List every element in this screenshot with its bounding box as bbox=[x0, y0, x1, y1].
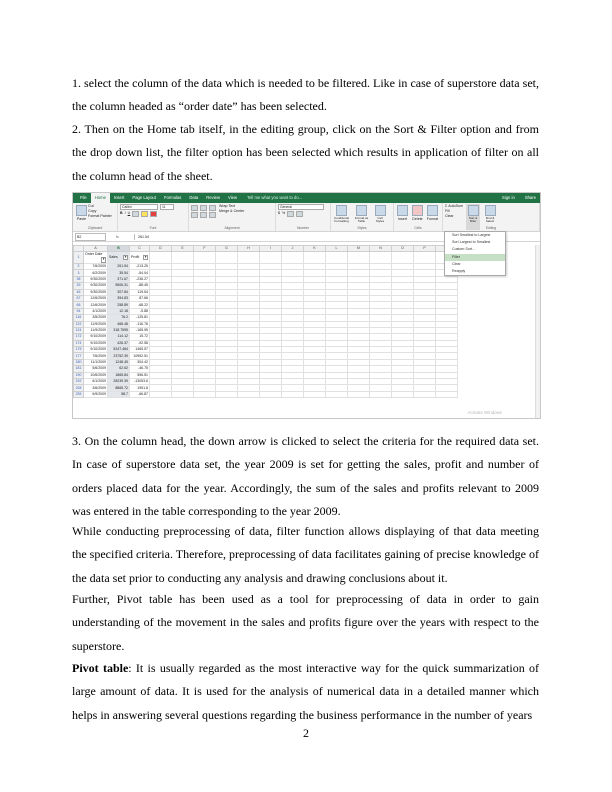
column-header-f[interactable]: F bbox=[194, 246, 216, 252]
tab-review[interactable]: Review bbox=[206, 195, 220, 200]
font-group bbox=[118, 203, 189, 231]
sales-cell[interactable]: 28235.39 bbox=[108, 379, 130, 385]
filter-dropdown-icon[interactable]: ▾ bbox=[144, 254, 147, 259]
profit-cell[interactable]: -54.04 bbox=[130, 270, 150, 276]
fill-color-icon[interactable] bbox=[141, 211, 148, 217]
column-header-l[interactable]: L bbox=[326, 246, 348, 252]
row-header[interactable]: 122 bbox=[74, 321, 84, 327]
menu-clear[interactable]: Clear bbox=[452, 261, 461, 266]
column-header-o[interactable]: O bbox=[392, 246, 414, 252]
sales-cell[interactable]: 307.84 bbox=[108, 289, 130, 295]
profit-cell[interactable]: -88.45 bbox=[130, 283, 150, 289]
tab-home[interactable]: Home bbox=[91, 193, 110, 203]
order-date-cell[interactable]: 4/1/2009 bbox=[84, 308, 108, 314]
column-header-p[interactable]: P bbox=[414, 246, 436, 252]
empty-cell[interactable] bbox=[194, 391, 216, 397]
bold-icon[interactable]: B bbox=[120, 211, 123, 215]
font-group-label: Font bbox=[149, 226, 157, 230]
column-header-g[interactable]: G bbox=[216, 246, 238, 252]
italic-icon[interactable]: I bbox=[124, 211, 126, 215]
order-date-cell[interactable]: 7/6/2009 bbox=[84, 263, 108, 269]
empty-cell[interactable] bbox=[260, 391, 282, 397]
menu-custom-sort[interactable]: Custom Sort... bbox=[452, 247, 475, 252]
order-date-cell[interactable]: 9/10/2009 bbox=[84, 340, 108, 346]
sort-filter-icon bbox=[468, 205, 479, 216]
empty-cell[interactable] bbox=[172, 391, 194, 397]
order-date-cell[interactable]: 3/5/2009 bbox=[84, 315, 108, 321]
tab-view[interactable]: View bbox=[227, 195, 237, 200]
delete-cells-label: Delete bbox=[412, 217, 423, 221]
row-header[interactable]: 172 bbox=[74, 334, 84, 340]
empty-cell[interactable] bbox=[150, 391, 172, 397]
order-date-cell[interactable]: 9/30/2009 bbox=[84, 283, 108, 289]
profit-cell[interactable]: -66.87 bbox=[130, 391, 150, 397]
empty-cell[interactable] bbox=[392, 252, 414, 264]
empty-cell[interactable] bbox=[304, 252, 326, 264]
column-header-a[interactable]: A bbox=[84, 246, 108, 252]
profit-cell[interactable]: 15.72 bbox=[130, 334, 150, 340]
filter-dropdown-icon[interactable]: ▾ bbox=[124, 254, 127, 259]
sort-filter-dropdown bbox=[444, 231, 506, 276]
row-header[interactable]: 180 bbox=[74, 359, 84, 365]
empty-cell[interactable] bbox=[304, 391, 326, 397]
cells-group bbox=[394, 203, 443, 231]
table-row bbox=[74, 391, 458, 397]
header-label: Order Date bbox=[85, 252, 103, 257]
format-table-label: Format as Table bbox=[354, 216, 369, 224]
copy-button[interactable]: Copy bbox=[88, 209, 97, 213]
align-left-icon[interactable] bbox=[191, 212, 198, 218]
row-header[interactable]: 38 bbox=[74, 276, 84, 282]
menu-reapply[interactable]: Reapply bbox=[452, 269, 466, 274]
filter-header-c[interactable] bbox=[130, 252, 150, 264]
column-header-j[interactable]: J bbox=[282, 246, 304, 252]
column-header-c[interactable]: C bbox=[130, 246, 150, 252]
row-header[interactable]: 181 bbox=[74, 366, 84, 372]
profit-cell[interactable]: -116.76 bbox=[130, 321, 150, 327]
cells-group-label: Cells bbox=[414, 226, 422, 230]
format-table-icon bbox=[356, 205, 367, 216]
editing-group bbox=[443, 203, 540, 231]
order-date-cell[interactable]: 11/9/2009 bbox=[84, 327, 108, 333]
profit-cell[interactable]: -236.27 bbox=[130, 276, 150, 282]
paste-label: Paste bbox=[76, 217, 87, 221]
clipboard-group-label: Clipboard bbox=[87, 226, 103, 230]
empty-cell[interactable] bbox=[326, 391, 348, 397]
row-header[interactable]: 177 bbox=[74, 353, 84, 359]
profit-cell[interactable]: -5.88 bbox=[130, 308, 150, 314]
paragraph-pivot-intro: Further, Pivot table has been used as a tool for preprocessing of data in order to gain understanding of the movement in the sales and profits figure over the years with respect to the superstore. bbox=[72, 592, 539, 653]
paragraph-step-1: 1. select the column of the data which is needed to be filtered. Like in case of superstore data set, the column headed as “order date” has been selected. bbox=[72, 76, 539, 114]
formula-input[interactable]: 261.54 bbox=[134, 234, 540, 240]
column-header-e[interactable]: E bbox=[172, 246, 194, 252]
header-label: Sales bbox=[109, 254, 118, 259]
paste-button[interactable] bbox=[75, 204, 88, 222]
row-header[interactable]: 116 bbox=[74, 315, 84, 321]
currency-icon[interactable]: $ bbox=[278, 211, 280, 215]
conditional-formatting-label: Conditional Formatting bbox=[333, 216, 349, 224]
column-header-m[interactable]: M bbox=[348, 246, 370, 252]
decimal-icon[interactable] bbox=[296, 211, 303, 217]
profit-cell[interactable]: -68.22 bbox=[130, 302, 150, 308]
cut-button[interactable]: Cut bbox=[88, 204, 94, 208]
order-date-cell[interactable]: 5/6/2009 bbox=[84, 366, 108, 372]
sort-filter-label: Sort & Filter bbox=[468, 216, 478, 224]
sign-in-link[interactable]: Sign in bbox=[502, 195, 515, 200]
font-name-select[interactable]: Calibri bbox=[120, 204, 158, 210]
pivot-table-term: Pivot table bbox=[72, 661, 129, 675]
paragraph-pivot-table bbox=[72, 657, 539, 727]
align-right-icon[interactable] bbox=[209, 212, 216, 218]
format-cells-label: Format bbox=[426, 217, 439, 221]
empty-cell[interactable] bbox=[216, 391, 238, 397]
empty-cell[interactable] bbox=[326, 252, 348, 264]
row-header[interactable]: 192 bbox=[74, 379, 84, 385]
row-header[interactable]: 235 bbox=[74, 391, 84, 397]
row-header[interactable]: 228 bbox=[74, 385, 84, 391]
cell-styles-label: Cell Styles bbox=[375, 216, 385, 224]
tab-page-layout[interactable]: Page Layout bbox=[132, 195, 156, 200]
align-center-icon[interactable] bbox=[200, 212, 207, 218]
empty-cell[interactable] bbox=[238, 391, 260, 397]
filter-header-a[interactable] bbox=[84, 252, 108, 264]
empty-cell[interactable] bbox=[172, 252, 194, 264]
profit-cell[interactable]: -13053.6 bbox=[130, 379, 150, 385]
fill-button[interactable]: Fill bbox=[445, 209, 450, 213]
menu-filter[interactable]: Filter bbox=[445, 254, 505, 261]
row-header[interactable]: 67 bbox=[74, 295, 84, 301]
tab-formulas[interactable]: Formulas bbox=[163, 195, 182, 200]
font-color-icon[interactable] bbox=[150, 211, 157, 217]
cell-styles-icon bbox=[375, 205, 386, 216]
order-date-cell[interactable]: 7/6/2009 bbox=[84, 353, 108, 359]
fx-icon[interactable]: fx bbox=[116, 234, 119, 239]
clipboard-group bbox=[73, 203, 118, 231]
sales-cell[interactable]: 8865.72 bbox=[108, 385, 130, 391]
insert-cells-icon bbox=[397, 205, 408, 216]
align-middle-icon[interactable] bbox=[200, 205, 207, 211]
sales-cell[interactable]: 394.83 bbox=[108, 295, 130, 301]
conditional-formatting-icon bbox=[336, 205, 347, 216]
magnifier-icon bbox=[485, 205, 496, 216]
empty-cell[interactable] bbox=[238, 252, 260, 264]
header-label: Profit bbox=[131, 254, 140, 259]
sales-cell[interactable]: 468.48 bbox=[108, 321, 130, 327]
sales-cell[interactable]: 76.2 bbox=[108, 315, 130, 321]
row-header[interactable]: 2 bbox=[74, 263, 84, 269]
format-cells-icon bbox=[427, 205, 438, 216]
paragraph-preprocessing: While conducting preprocessing of data, filter function allows displaying of that data meeting the specified criteria. Therefore, preprocessing of data facilitates gaining of precise knowledge of the data set prior to conducting any analysis and drawing conclusions about it. bbox=[72, 524, 539, 585]
sales-cell[interactable]: 114.12 bbox=[108, 334, 130, 340]
column-header-d[interactable]: D bbox=[150, 246, 172, 252]
number-format-select[interactable]: General bbox=[278, 204, 324, 210]
order-date-cell[interactable]: 6/9/2009 bbox=[84, 391, 108, 397]
menu-sort-ascending[interactable]: Sort Smallest to Largest bbox=[452, 233, 491, 237]
profit-cell[interactable]: -92.58 bbox=[130, 340, 150, 346]
order-date-cell[interactable]: 9/30/2009 bbox=[84, 289, 108, 295]
order-date-cell[interactable]: 11/9/2009 bbox=[84, 321, 108, 327]
menu-sort-descending[interactable]: Sort Largest to Smallest bbox=[452, 240, 491, 245]
column-header-n[interactable]: N bbox=[370, 246, 392, 252]
sales-cell[interactable]: 12.18 bbox=[108, 308, 130, 314]
order-date-cell[interactable]: 11/1/2009 bbox=[84, 359, 108, 365]
spreadsheet-table[interactable] bbox=[73, 245, 458, 398]
paragraph-step-3: 3. On the column head, the down arrow is clicked to select the criteria for the required data set. In case of superstore data set, the year 2009 is set for getting the sales, profit and number of orders placed data for the year. Accordingly, the sum of the sales and profits relevant to 2009 was entered in the table corresponding to the year 2009. bbox=[72, 434, 539, 518]
profit-cell[interactable]: 10952.51 bbox=[130, 353, 150, 359]
empty-cell[interactable] bbox=[348, 391, 370, 397]
vertical-scrollbar[interactable] bbox=[535, 245, 540, 418]
filter-dropdown-icon[interactable]: ▾ bbox=[102, 257, 105, 262]
page-number: 2 bbox=[303, 726, 309, 740]
share-button[interactable]: Share bbox=[524, 195, 536, 200]
empty-cell[interactable] bbox=[414, 391, 436, 397]
number-group-label: Number bbox=[296, 226, 310, 230]
profit-cell[interactable]: 119.54 bbox=[130, 289, 150, 295]
row-header[interactable]: 1 bbox=[74, 252, 84, 264]
sales-cell[interactable]: 62.62 bbox=[108, 366, 130, 372]
paragraph-step-2: 2. Then on the Home tab itself, in the editing group, click on the Sort & Filter option and from the drop down list, the filter option has been selected which results in application of filter on all the column head of the sheet. bbox=[72, 122, 539, 183]
profit-cell[interactable]: 556.51 bbox=[130, 372, 150, 378]
row-header[interactable]: 3 bbox=[74, 270, 84, 276]
column-header-b[interactable]: B bbox=[108, 246, 130, 252]
tab-insert[interactable]: Insert bbox=[113, 195, 125, 200]
tab-data[interactable]: Data bbox=[189, 195, 199, 200]
ribbon bbox=[73, 203, 540, 232]
order-date-cell[interactable]: 3/6/2009 bbox=[84, 385, 108, 391]
order-date-cell[interactable]: 12/6/2009 bbox=[84, 295, 108, 301]
alignment-group bbox=[189, 203, 276, 231]
row-header[interactable]: 68 bbox=[74, 302, 84, 308]
sales-cell[interactable]: 5247.484 bbox=[108, 347, 130, 353]
sales-cell[interactable]: 58.7 bbox=[108, 391, 130, 397]
sales-cell[interactable]: 426.37 bbox=[108, 340, 130, 346]
empty-cell[interactable] bbox=[150, 252, 172, 264]
table-header-row bbox=[74, 252, 458, 264]
tab-file[interactable]: File bbox=[80, 195, 87, 200]
profit-cell[interactable]: 1465.57 bbox=[130, 347, 150, 353]
profit-cell[interactable]: -165.95 bbox=[130, 327, 150, 333]
row-header[interactable]: 46 bbox=[74, 289, 84, 295]
empty-cell[interactable] bbox=[436, 391, 458, 397]
order-date-cell[interactable]: 9/30/2009 bbox=[84, 276, 108, 282]
styles-group bbox=[331, 203, 394, 231]
row-header[interactable]: 174 bbox=[74, 340, 84, 346]
row-header[interactable]: 39 bbox=[74, 283, 84, 289]
profit-cell[interactable]: 1951.8 bbox=[130, 385, 150, 391]
tell-me-box[interactable]: Tell me what you want to do... bbox=[247, 195, 303, 200]
underline-icon[interactable]: U bbox=[127, 211, 131, 215]
profit-cell[interactable]: 304.42 bbox=[130, 359, 150, 365]
font-size-select[interactable]: 11 bbox=[160, 204, 174, 210]
sales-cell[interactable]: 371.67 bbox=[108, 276, 130, 282]
empty-cell[interactable] bbox=[216, 252, 238, 264]
filter-header-b[interactable] bbox=[108, 252, 130, 264]
empty-cell[interactable] bbox=[370, 252, 392, 264]
merge-center-button[interactable]: Merge & Center bbox=[219, 209, 245, 213]
profit-cell[interactable]: -125.81 bbox=[130, 315, 150, 321]
find-select-label: Find & Select bbox=[485, 216, 495, 224]
profit-cell[interactable]: -213.25 bbox=[130, 263, 150, 269]
profit-cell[interactable]: -46.75 bbox=[130, 366, 150, 372]
order-date-cell[interactable]: 9/10/2009 bbox=[84, 334, 108, 340]
order-date-cell[interactable]: 6/1/2009 bbox=[84, 379, 108, 385]
order-date-cell[interactable]: 6/2/2009 bbox=[84, 270, 108, 276]
clear-button[interactable]: Clear bbox=[445, 214, 454, 218]
insert-cells-label: Insert bbox=[398, 217, 407, 221]
column-header-i[interactable]: I bbox=[260, 246, 282, 252]
comma-style-icon[interactable] bbox=[287, 211, 294, 217]
empty-cell[interactable] bbox=[370, 391, 392, 397]
empty-cell[interactable] bbox=[194, 252, 216, 264]
row-header[interactable]: 175 bbox=[74, 347, 84, 353]
empty-cell[interactable] bbox=[348, 252, 370, 264]
column-header-h[interactable]: H bbox=[238, 246, 260, 252]
profit-cell[interactable]: 87.66 bbox=[130, 295, 150, 301]
row-header[interactable]: 124 bbox=[74, 327, 84, 333]
pivot-table-definition: : It is usually regarded as the most interactive way for the quick summarization of large amount of data. It is used for the analysis of numerical data in a detailed manner which helps in answering several questions regarding the business performance in the number of years bbox=[72, 661, 539, 722]
format-painter-button[interactable]: Format Painter bbox=[88, 214, 112, 218]
empty-cell[interactable] bbox=[392, 391, 414, 397]
sigma-icon: Σ bbox=[445, 204, 448, 208]
row-header[interactable]: 94 bbox=[74, 308, 84, 314]
empty-cell[interactable] bbox=[282, 252, 304, 264]
order-date-cell[interactable]: 10/6/2009 bbox=[84, 372, 108, 378]
sales-cell[interactable]: 261.54 bbox=[108, 263, 130, 269]
wrap-text-button[interactable]: Wrap Text bbox=[219, 204, 236, 208]
autosum-label: AutoSum bbox=[448, 204, 464, 208]
alignment-group-label: Alignment bbox=[224, 226, 240, 230]
align-bottom-icon[interactable] bbox=[209, 205, 216, 211]
row-header[interactable]: 190 bbox=[74, 372, 84, 378]
sales-cell[interactable]: 1248.45 bbox=[108, 359, 130, 365]
column-header-k[interactable]: K bbox=[304, 246, 326, 252]
sales-cell[interactable]: 5506.31 bbox=[108, 283, 130, 289]
empty-cell[interactable] bbox=[414, 252, 436, 264]
border-icon[interactable] bbox=[132, 211, 139, 217]
percent-icon[interactable]: % bbox=[282, 211, 286, 215]
sales-cell[interactable]: 318.7595 bbox=[108, 327, 130, 333]
sales-cell[interactable]: 1865.84 bbox=[108, 372, 130, 378]
number-group bbox=[276, 203, 331, 231]
styles-group-label: Styles bbox=[357, 226, 367, 230]
align-top-icon[interactable] bbox=[191, 205, 198, 211]
paste-icon bbox=[76, 205, 87, 216]
name-box[interactable]: B2 bbox=[75, 233, 106, 241]
ribbon-tab-bar bbox=[73, 193, 540, 203]
activate-windows-watermark: Activate Windows bbox=[467, 410, 502, 415]
empty-cell[interactable] bbox=[282, 391, 304, 397]
editing-group-label: Editing bbox=[485, 226, 497, 230]
sales-cell[interactable]: 35.54 bbox=[108, 270, 130, 276]
sales-cell[interactable]: 23752.39 bbox=[108, 353, 130, 359]
order-date-cell[interactable]: 12/6/2009 bbox=[84, 302, 108, 308]
sales-cell[interactable]: 258.89 bbox=[108, 302, 130, 308]
delete-cells-icon bbox=[412, 205, 423, 216]
empty-cell[interactable] bbox=[260, 252, 282, 264]
order-date-cell[interactable]: 9/10/2009 bbox=[84, 347, 108, 353]
excel-screenshot bbox=[72, 192, 541, 419]
